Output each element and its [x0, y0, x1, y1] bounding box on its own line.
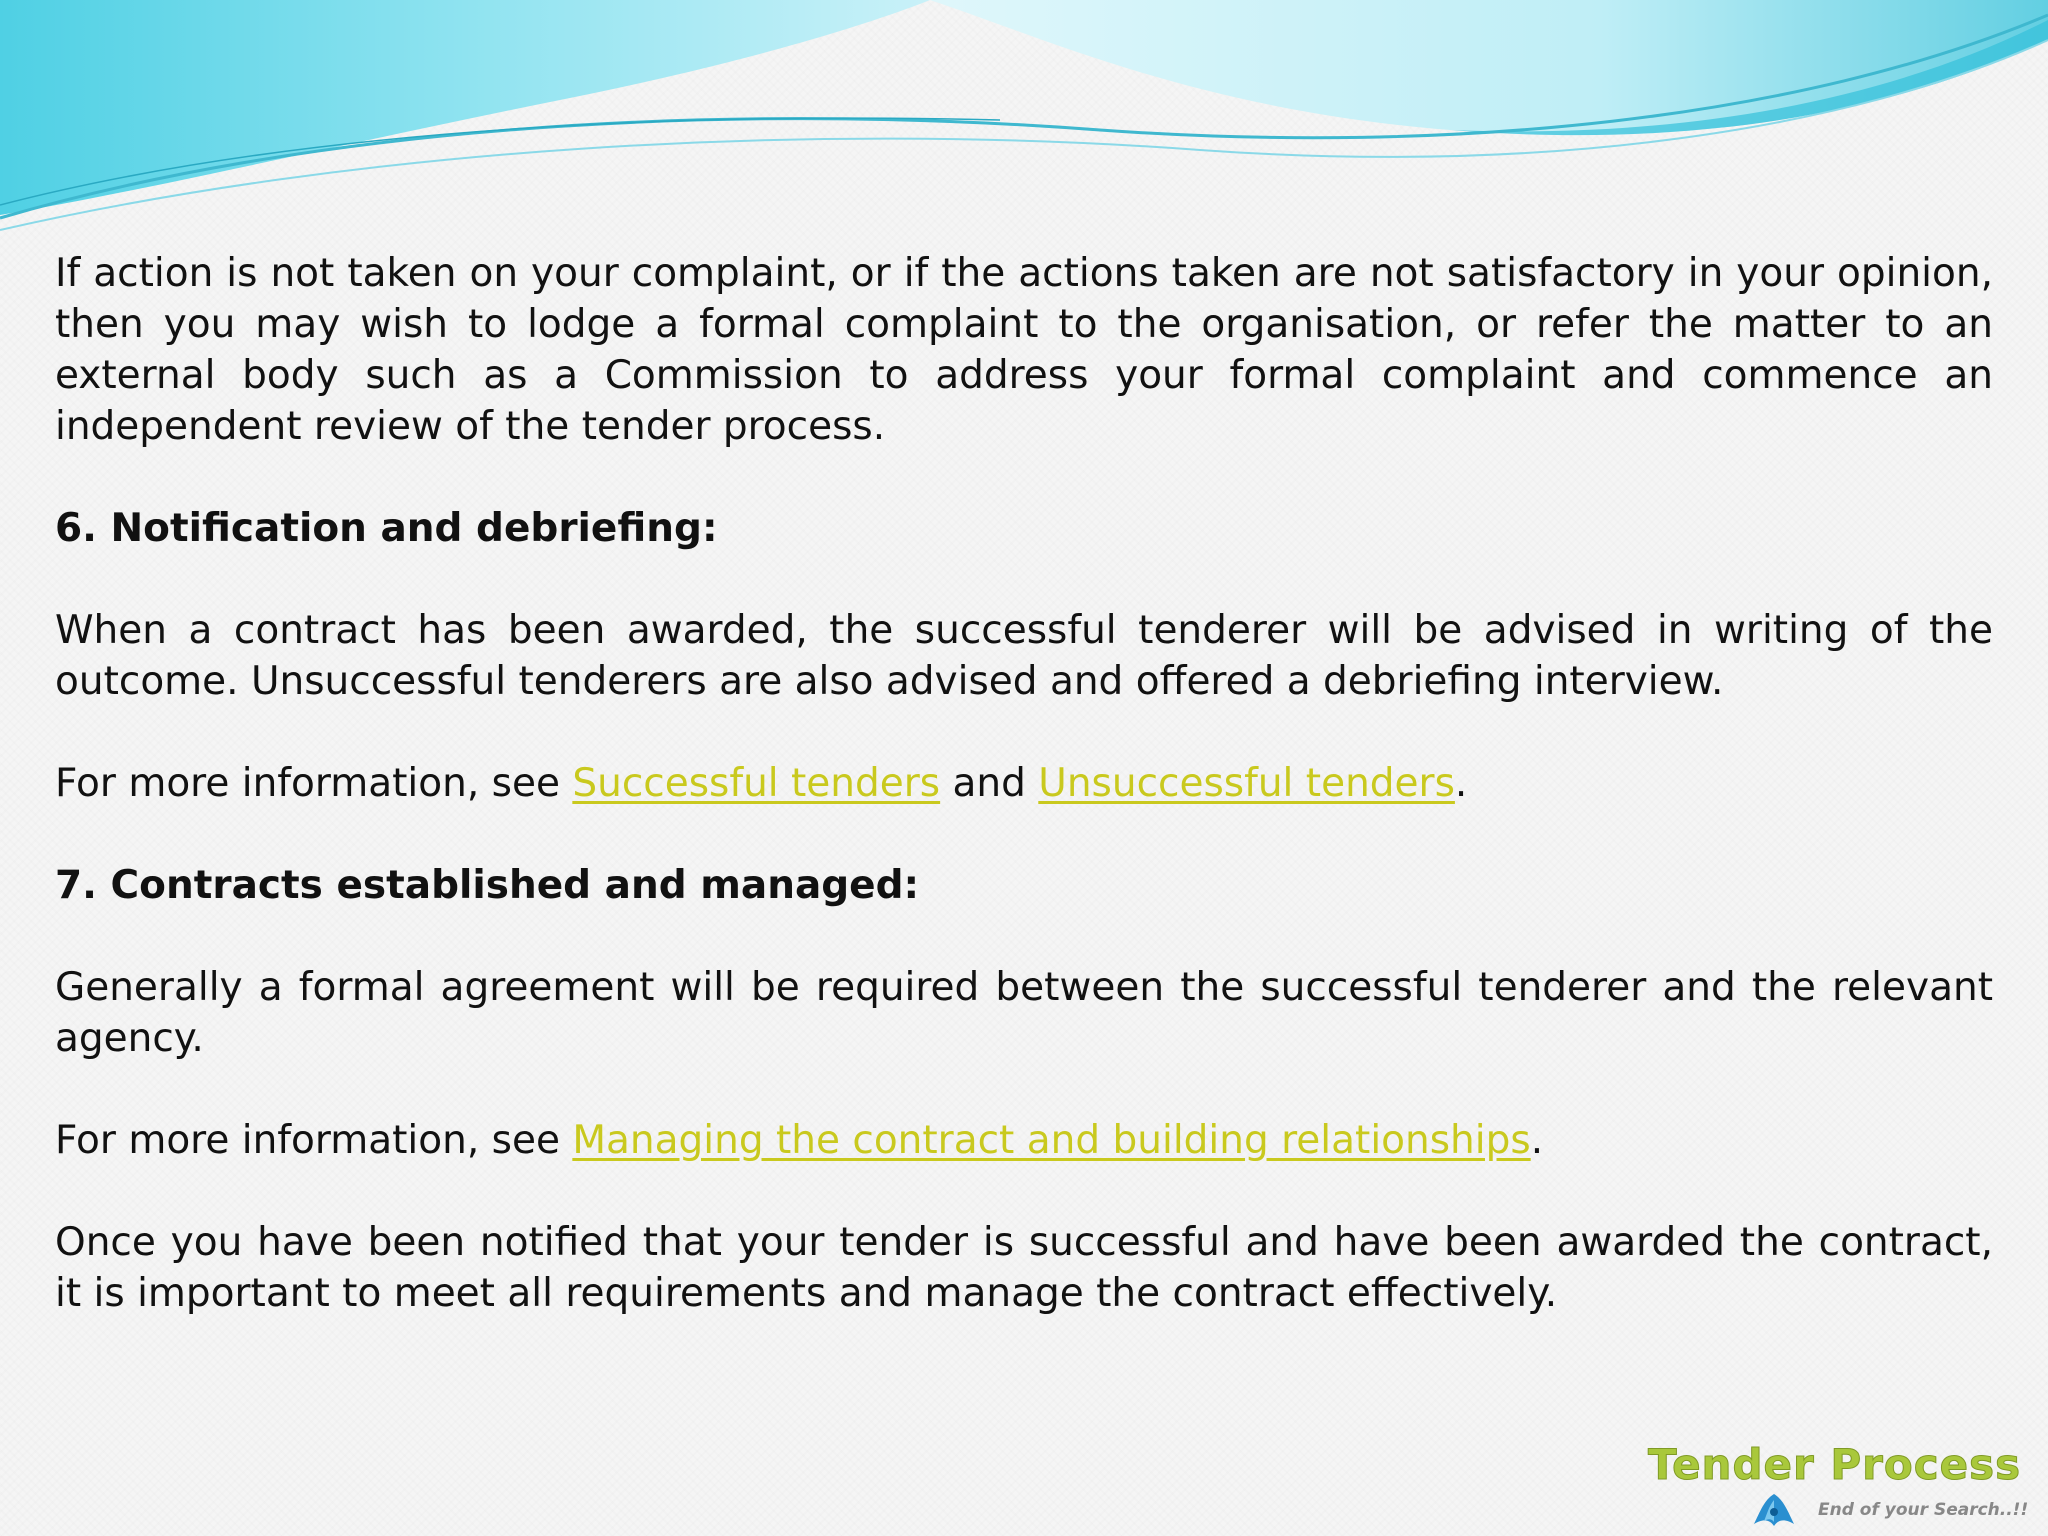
more-info-contract-paragraph	[55, 1115, 1993, 1166]
notification-paragraph: When a contract has been awarded, the successful tenderer will be advised in writing of the outcome. Unsuccessful tenderers are also advised and offered a debriefing interview.	[55, 608, 1993, 704]
notified-paragraph: Once you have been notified that your tender is successful and have been awarded the contract, it is important to meet all requirements and manage the contract effectively.	[55, 1220, 1993, 1316]
section-heading-contracts: 7. Contracts established and managed:	[55, 863, 920, 908]
more-info-contract-suffix: .	[1530, 1118, 1544, 1163]
complaint-paragraph: If action is not taken on your complaint, or if the actions taken are not satisfactory in your opinion, then you may wish to lodge a formal complaint to the organisation, or refer the matter to an external body such as a Commission to address your formal complaint and commence an independent review of the tender process.	[55, 251, 1993, 449]
unsuccessful-tenders-link[interactable]: Unsuccessful tenders	[1038, 761, 1455, 806]
managing-contract-link[interactable]: Managing the contract and building relationships	[572, 1118, 1531, 1163]
decorative-wave-header	[0, 0, 2048, 240]
agreement-paragraph: Generally a formal agreement will be required between the successful tenderer and the relevant agency.	[55, 965, 1993, 1061]
successful-tenders-link[interactable]: Successful tenders	[572, 761, 941, 806]
section-heading-notification: 6. Notification and debriefing:	[55, 506, 718, 551]
more-info-middle: and	[940, 761, 1039, 806]
more-info-tenders-paragraph	[55, 758, 1993, 809]
tender-process-logo	[1640, 1440, 2030, 1530]
slide-content	[55, 248, 1993, 1370]
logo-title: Tender Process	[1648, 1440, 2022, 1489]
more-info-contract-prefix: For more information, see	[55, 1118, 573, 1163]
more-info-prefix: For more information, see	[55, 761, 573, 806]
more-info-suffix: .	[1454, 761, 1468, 806]
logo-tagline: End of your Search..!!	[1818, 1500, 2029, 1520]
logo-swirl-icon	[1750, 1490, 1798, 1530]
